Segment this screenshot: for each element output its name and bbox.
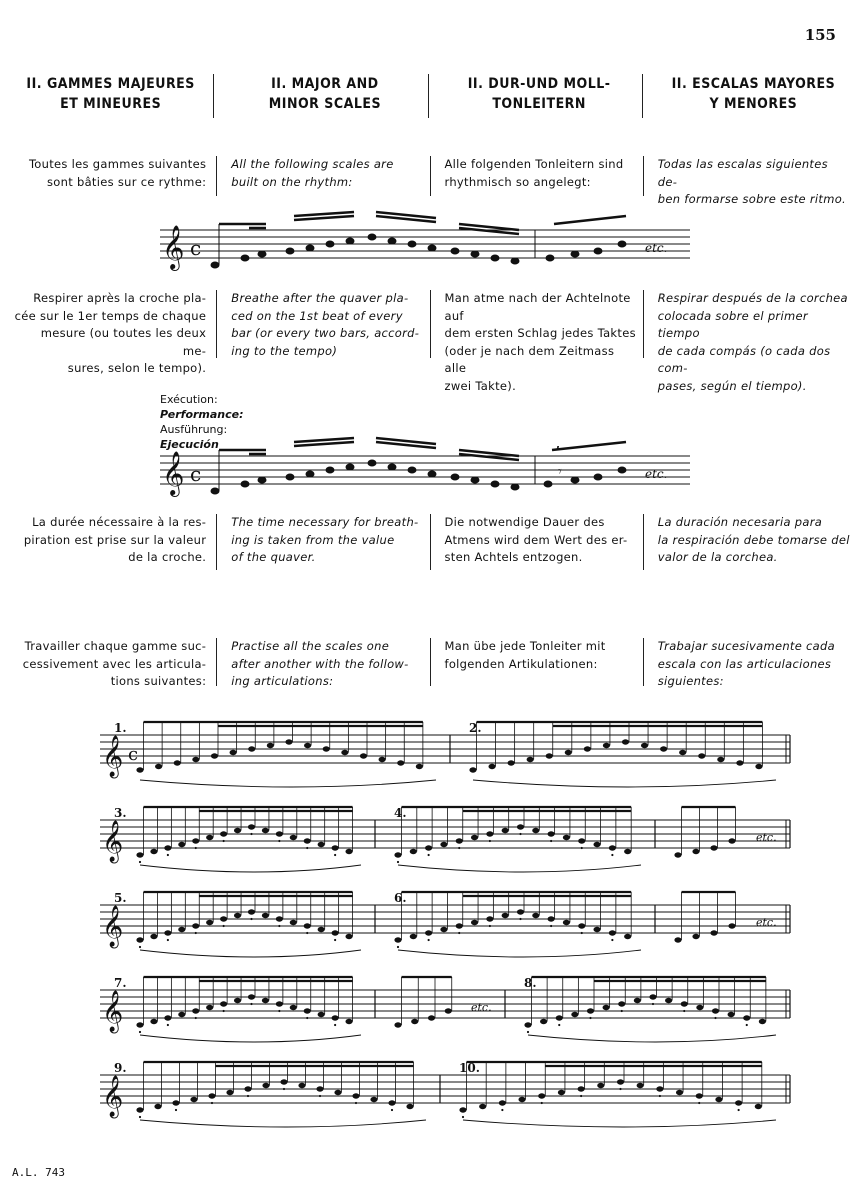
note (318, 927, 325, 932)
note (276, 831, 283, 836)
note (692, 934, 699, 939)
note (486, 916, 493, 921)
note (440, 842, 447, 847)
note (150, 934, 157, 939)
note (341, 750, 348, 755)
note (502, 828, 509, 833)
note (471, 835, 478, 840)
text-de: Man atme nach der Achtelnote auf dem ersten Schlag jedes Taktes (oder je nach dem Zeitmass alle zwei Takte). (430, 290, 643, 358)
note (755, 1104, 762, 1109)
note (290, 1005, 297, 1010)
text-fr: Toutes les gammes suivantes sont bâties sur ce rythme: (28, 157, 207, 189)
note (285, 739, 292, 744)
note (192, 838, 199, 843)
note (248, 909, 255, 914)
note (345, 934, 352, 939)
text-block-articulations (0, 638, 856, 686)
text-block-rhythm (0, 156, 856, 206)
articulation-number: 2. (469, 721, 482, 735)
note (459, 1107, 466, 1112)
note (681, 1001, 688, 1006)
note (136, 767, 143, 772)
etc-label: etc. (756, 831, 777, 844)
note (710, 845, 717, 850)
note (676, 1090, 683, 1095)
text-de: Alle folgenden Tonleitern sind rhythmisch so angelegt: (430, 156, 643, 196)
note (206, 920, 213, 925)
note (220, 831, 227, 836)
note (679, 750, 686, 755)
note (587, 1008, 594, 1013)
text-de: Man übe jede Tonleiter mit folgenden Artikulationen: (430, 638, 643, 686)
text-es: La duración necesaria para la respiración debe tomarse del valor de la corchea. (643, 514, 856, 570)
heading-row (0, 74, 856, 118)
execution-labels: Exécution: Performance: Ausführung: Ejecución (160, 393, 244, 451)
note (486, 831, 493, 836)
heading-en: II. MAJOR AND MINOR SCALES (213, 74, 427, 118)
text-en: The time necessary for breath- ing is taken from the value of the quaver. (216, 514, 429, 570)
treble-clef-icon: 𝄞 (102, 821, 124, 862)
note (345, 849, 352, 854)
articulation-number: 3. (114, 806, 127, 820)
staff-rhythm (150, 210, 710, 280)
note (548, 831, 555, 836)
note (211, 753, 218, 758)
note (624, 849, 631, 854)
note (411, 1019, 418, 1024)
note (563, 920, 570, 925)
note (248, 746, 255, 751)
note (298, 1083, 305, 1088)
note (517, 824, 524, 829)
note (736, 760, 743, 765)
heading-de: II. DUR-UND MOLL- TONLEITERN (428, 74, 642, 118)
note (717, 757, 724, 762)
text-es: Respirar después de la corchea colocada sobre el primer tiempo de cada compás (o cada dos com- pases, según el tiempo). (643, 290, 856, 358)
note (456, 923, 463, 928)
svg-text:c: c (190, 462, 202, 486)
text-fr: La durée nécessaire à la res- piration est prise sur la valeur de la croche. (23, 515, 207, 564)
heading-es: II. ESCALAS MAYORES Y MENORES (642, 74, 856, 118)
note (154, 1104, 161, 1109)
note (136, 937, 143, 942)
note (532, 913, 539, 918)
note (603, 743, 610, 748)
note (178, 1012, 185, 1017)
note (416, 764, 423, 769)
note (244, 1086, 251, 1091)
note (360, 753, 367, 758)
treble-clef-icon: 𝄞 (102, 906, 124, 947)
note (735, 1100, 742, 1105)
note (276, 1001, 283, 1006)
note (332, 1015, 339, 1020)
note (456, 838, 463, 843)
note (164, 930, 171, 935)
note (532, 828, 539, 833)
note (164, 845, 171, 850)
note (318, 1012, 325, 1017)
note (174, 760, 181, 765)
articulation-staves (0, 700, 856, 1150)
svg-text:etc.: etc. (645, 467, 668, 481)
note (234, 828, 241, 833)
note (696, 1005, 703, 1010)
svg-text:𝄞: 𝄞 (162, 451, 185, 495)
svg-text:𝄞: 𝄞 (162, 225, 185, 269)
text-es: Todas las escalas siguientes de- ben formarse sobre este ritmo. (643, 156, 856, 196)
note (508, 760, 515, 765)
note (190, 1097, 197, 1102)
note (471, 920, 478, 925)
text-en: All the following scales are built on the rhythm: (216, 156, 429, 196)
note (618, 1001, 625, 1006)
note (637, 1083, 644, 1088)
note (379, 757, 386, 762)
note (624, 934, 631, 939)
note (280, 1079, 287, 1084)
note (394, 852, 401, 857)
note (649, 994, 656, 999)
note (656, 1086, 663, 1091)
note (578, 838, 585, 843)
note (712, 1008, 719, 1013)
note (425, 930, 432, 935)
note (334, 1090, 341, 1095)
note (578, 1086, 585, 1091)
note (558, 1090, 565, 1095)
note (546, 753, 553, 758)
note (696, 1093, 703, 1098)
note (388, 1100, 395, 1105)
note (674, 852, 681, 857)
note (715, 1097, 722, 1102)
note (603, 1005, 610, 1010)
note (410, 934, 417, 939)
note (206, 835, 213, 840)
svg-text:c: c (128, 744, 139, 765)
note (518, 1097, 525, 1102)
note (502, 913, 509, 918)
articulation-number: 1. (114, 721, 127, 735)
note (192, 1008, 199, 1013)
note (622, 739, 629, 744)
treble-clef-icon: 𝄞 (102, 736, 124, 777)
note (234, 998, 241, 1003)
note (318, 842, 325, 847)
note (192, 757, 199, 762)
note (267, 743, 274, 748)
note (440, 927, 447, 932)
note (425, 845, 432, 850)
note (728, 1012, 735, 1017)
note (345, 1019, 352, 1024)
note (248, 994, 255, 999)
note (304, 743, 311, 748)
treble-clef-icon: 𝄞 (102, 991, 124, 1032)
text-en: Practise all the scales one after another with the follow- ing articulations: (216, 638, 429, 686)
note (150, 1019, 157, 1024)
note (665, 998, 672, 1003)
text-es: Trabajar sucesivamente cada escala con las articulaciones siguientes: (643, 638, 856, 686)
note (406, 1104, 413, 1109)
note (660, 746, 667, 751)
articulation-number: 8. (524, 976, 537, 990)
note (276, 916, 283, 921)
note (584, 746, 591, 751)
note (172, 1100, 179, 1105)
note (445, 1008, 452, 1013)
note (394, 1022, 401, 1027)
note (262, 998, 269, 1003)
note (248, 824, 255, 829)
note (571, 1012, 578, 1017)
etc-label: etc. (645, 241, 668, 255)
page-number: 155 (804, 26, 836, 44)
note (517, 909, 524, 914)
note (540, 1019, 547, 1024)
note (641, 743, 648, 748)
note (609, 930, 616, 935)
text-fr: Respirer après la croche pla- cée sur le 1er temps de chaque mesure (ou toutes les deux me- sures, selon le tempo). (14, 291, 207, 375)
note (262, 913, 269, 918)
note (323, 746, 330, 751)
note (593, 842, 600, 847)
note (692, 849, 699, 854)
note (563, 835, 570, 840)
note (565, 750, 572, 755)
note (155, 764, 162, 769)
note (290, 835, 297, 840)
articulation-number: 10. (459, 1061, 480, 1075)
text-fr: Travailler chaque gamme suc- cessivement avec les articula- tions suivantes: (22, 639, 207, 688)
note (728, 923, 735, 928)
note (206, 1005, 213, 1010)
note (578, 923, 585, 928)
note (394, 937, 401, 942)
note (428, 1015, 435, 1020)
svg-text:c: c (190, 236, 202, 260)
note (759, 1019, 766, 1024)
note (617, 1079, 624, 1084)
note (316, 1086, 323, 1091)
note (710, 930, 717, 935)
note (488, 764, 495, 769)
text-en: Breathe after the quaver pla- ced on the 1st beat of every bar (or every two bars, accord- ing to the tempo) (216, 290, 429, 358)
note (469, 767, 476, 772)
breath-mark-icon: , (555, 436, 561, 453)
articulation-number: 9. (114, 1061, 127, 1075)
note (593, 927, 600, 932)
note (370, 1097, 377, 1102)
note (538, 1093, 545, 1098)
note (262, 828, 269, 833)
note (397, 760, 404, 765)
note (548, 916, 555, 921)
etc-label: etc. (471, 1001, 492, 1014)
note (136, 852, 143, 857)
articulation-number: 7. (114, 976, 127, 990)
note (609, 845, 616, 850)
note (178, 927, 185, 932)
note (698, 753, 705, 758)
note (136, 1022, 143, 1027)
note (524, 1022, 531, 1027)
note (743, 1015, 750, 1020)
note (728, 838, 735, 843)
note (226, 1090, 233, 1095)
note (208, 1093, 215, 1098)
rhythm-notes (211, 224, 626, 268)
note (755, 764, 762, 769)
note (479, 1104, 486, 1109)
text-block-breathe (0, 290, 856, 393)
rest-icon: 𝄾 (558, 464, 562, 480)
articulation-number: 6. (394, 891, 407, 905)
articulation-number: 4. (394, 806, 407, 820)
note (150, 849, 157, 854)
note (332, 930, 339, 935)
note (230, 750, 237, 755)
note (597, 1083, 604, 1088)
note (352, 1093, 359, 1098)
note (164, 1015, 171, 1020)
note (527, 757, 534, 762)
note (192, 923, 199, 928)
note (220, 916, 227, 921)
text-block-duration (0, 514, 856, 570)
note (332, 845, 339, 850)
note (304, 838, 311, 843)
note (410, 849, 417, 854)
note (136, 1107, 143, 1112)
note (674, 937, 681, 942)
note (499, 1100, 506, 1105)
articulation-number: 5. (114, 891, 127, 905)
note (634, 998, 641, 1003)
note (178, 842, 185, 847)
etc-label: etc. (756, 916, 777, 929)
note (556, 1015, 563, 1020)
note (234, 913, 241, 918)
note (304, 923, 311, 928)
note (262, 1083, 269, 1088)
heading-fr: II. GAMMES MAJEURES ET MINEURES (26, 76, 195, 112)
note (304, 1008, 311, 1013)
publisher-code: A.L. 743 (12, 1166, 65, 1179)
text-de: Die notwendige Dauer des Atmens wird dem Wert des er- sten Achtels entzogen. (430, 514, 643, 570)
note (220, 1001, 227, 1006)
staff-execution (150, 436, 710, 506)
treble-clef-icon: 𝄞 (102, 1076, 124, 1117)
note (290, 920, 297, 925)
